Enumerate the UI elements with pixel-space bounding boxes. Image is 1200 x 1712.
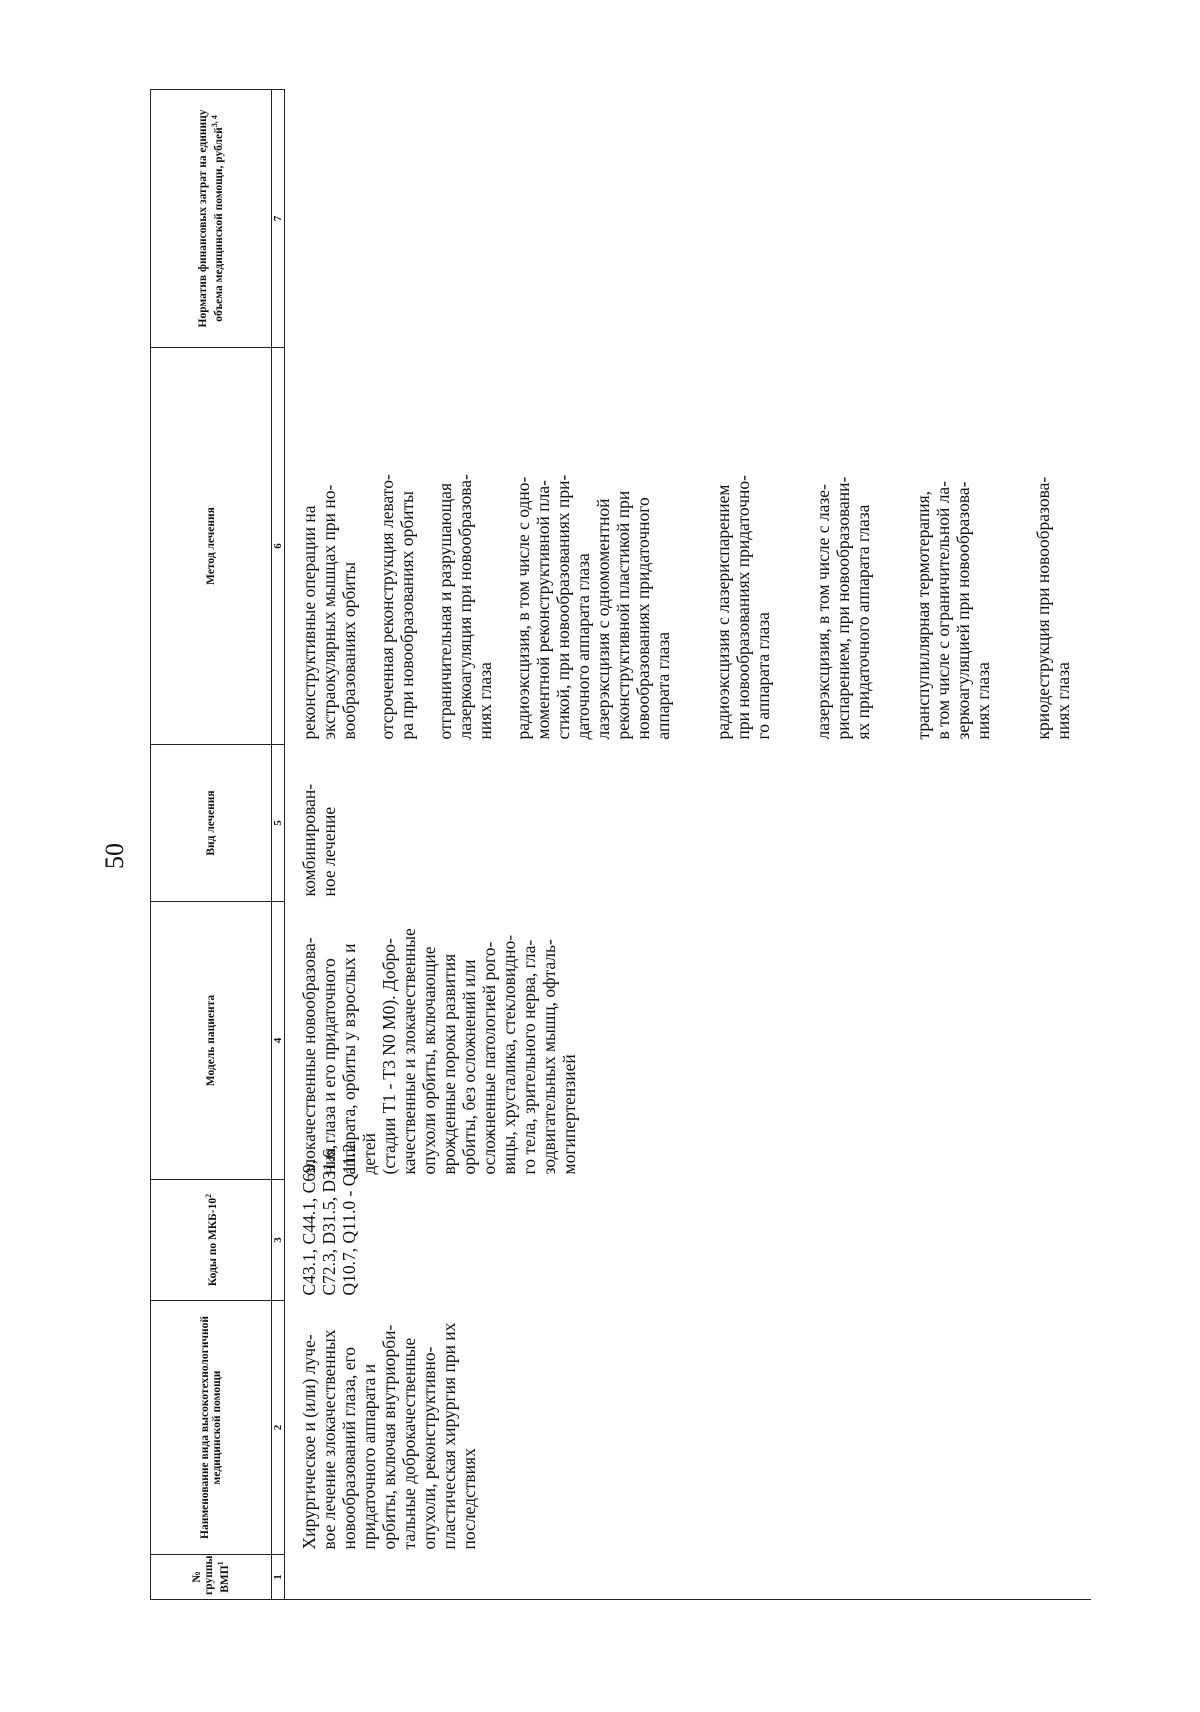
text-line: стикой, при новообразованиях при- bbox=[553, 474, 573, 740]
text-line: вое лечение злокачественных bbox=[319, 1329, 339, 1550]
header-group-number: № группы ВМП$^1$ bbox=[151, 1555, 272, 1600]
text-line: криодеструкция при новообразова- bbox=[1033, 476, 1053, 740]
text-line: C72.3, D31.5, D31.6, bbox=[319, 1144, 339, 1296]
text-line: злокачественные новообразова- bbox=[299, 937, 319, 1175]
text-line: тальные доброкачественные bbox=[399, 1337, 419, 1550]
text-line: аппарата, орбиты у взрослых и bbox=[339, 943, 359, 1175]
text-line: ниях глаза bbox=[1053, 662, 1073, 740]
treatment-method-cell bbox=[285, 348, 1092, 745]
header-care-type: Наименование вида высокотехнологичной медицинской помощи bbox=[151, 1301, 272, 1555]
vmp-table bbox=[150, 89, 1091, 1600]
header-patient-model: Модель пациента bbox=[151, 902, 272, 1180]
text-line: качественные и злокачественные bbox=[399, 928, 419, 1175]
column-number: 7 bbox=[272, 90, 285, 348]
text-line: ях придаточного аппарата глаза bbox=[853, 504, 873, 740]
header-treatment-type: Вид лечения bbox=[151, 745, 272, 902]
method-item bbox=[813, 353, 873, 740]
column-number: 3 bbox=[272, 1180, 285, 1301]
method-item bbox=[299, 353, 359, 740]
column-number: 2 bbox=[272, 1301, 285, 1555]
text-line: радиоэксцизия с лазериспарением bbox=[713, 484, 733, 740]
page-number: 50 bbox=[100, 843, 129, 869]
text-line: риспарением, при новообразовани- bbox=[833, 476, 853, 740]
text-line: ра при новообразованиях орбиты bbox=[397, 491, 417, 740]
text-line: ное лечение bbox=[319, 806, 339, 897]
header-icd-codes: Коды по МКБ-$10^2$ bbox=[151, 1180, 272, 1301]
text-line: лазерэксцизия с одномоментной bbox=[593, 498, 613, 740]
text-line: комбинирован- bbox=[299, 783, 319, 897]
text-line: в том числе с ограничительной ла- bbox=[933, 480, 953, 740]
text-line: лазерэксцизия, в том числе с лазе- bbox=[813, 484, 833, 740]
text-line: детей bbox=[359, 1133, 379, 1175]
text-line: даточного аппарата глаза bbox=[573, 553, 593, 740]
text-line: могипертензией bbox=[559, 1054, 579, 1175]
text-line: пластическая хирургия при их bbox=[439, 1322, 459, 1550]
text-line: отсроченная реконструкция левато- bbox=[377, 474, 397, 740]
text-line: орбиты, включая внутриорби- bbox=[379, 1324, 399, 1550]
text-line: отграничительная и разрушающая bbox=[435, 483, 455, 740]
text-line: экстраокулярных мышцах при но- bbox=[319, 484, 339, 740]
text-line: аппарата глаза bbox=[653, 631, 673, 740]
table-row bbox=[285, 90, 1092, 1600]
text-line: зеркоагуляцией при новообразова- bbox=[953, 481, 973, 740]
method-item bbox=[713, 353, 773, 740]
text-line: го тела, зрительного нерва, гла- bbox=[519, 939, 539, 1175]
text-line: реконструктивные операции на bbox=[299, 505, 319, 740]
text-line: вообразованиях орбиты bbox=[339, 561, 359, 740]
text-line: ния глаза и его придаточного bbox=[319, 958, 339, 1175]
header-cost-norm: Норматив финансовых затрат на единицу объема медицинской помощи, рублей$^{3, 4}$ bbox=[151, 90, 272, 348]
text-line: реконструктивной пластикой при bbox=[613, 490, 633, 740]
text-line: придаточного аппарата и bbox=[359, 1363, 379, 1550]
text-line: го аппарата глаза bbox=[753, 612, 773, 740]
text-line: C43.1, C44.1, C69, bbox=[299, 1159, 319, 1296]
method-item bbox=[913, 353, 993, 740]
method-item bbox=[1033, 353, 1073, 740]
text-line: вицы, хрусталика, стекловидно- bbox=[499, 934, 519, 1175]
text-line: при новообразованиях придаточно- bbox=[733, 475, 753, 740]
text-line: (стадии T1 - T3 N0 M0). Добро- bbox=[379, 938, 399, 1175]
text-line: Хирургическое и (или) луче- bbox=[299, 1334, 319, 1550]
table-header-row bbox=[151, 90, 272, 1600]
text-line: последствиях bbox=[459, 1448, 479, 1550]
text-line: опухоли, реконструктивно- bbox=[419, 1346, 439, 1550]
patient-model-cell bbox=[285, 902, 1092, 1180]
text-line: зодвигательных мышц, офталь- bbox=[539, 939, 559, 1175]
method-item bbox=[377, 353, 417, 740]
cost-norm-cell bbox=[285, 90, 1092, 348]
method-item bbox=[435, 353, 495, 740]
treatment-type-cell bbox=[285, 745, 1092, 902]
column-number: 6 bbox=[272, 348, 285, 745]
method-item bbox=[513, 353, 673, 740]
header-treatment-method: Метод лечения bbox=[151, 348, 272, 745]
column-number: 4 bbox=[272, 902, 285, 1180]
text-line: моментной реконструктивной пла- bbox=[533, 480, 553, 740]
text-line: осложненные патологией рого- bbox=[479, 941, 499, 1175]
column-number: 1 bbox=[272, 1555, 285, 1600]
text-line: новообразованиях придаточного bbox=[633, 497, 653, 740]
column-number: 5 bbox=[272, 745, 285, 902]
text-line: ниях глаза bbox=[475, 662, 495, 740]
text-line: ниях глаза bbox=[973, 662, 993, 740]
text-line: новообразований глаза, его bbox=[339, 1347, 359, 1550]
text-line: врожденные пороки развития bbox=[439, 953, 459, 1175]
text-line: радиоэксцизия, в том числе с одно- bbox=[513, 476, 533, 740]
text-line: Q10.7, Q11.0 - Q11.2 bbox=[339, 1143, 359, 1296]
text-line: опухоли орбиты, включающие bbox=[419, 946, 439, 1175]
care-type-cell bbox=[285, 1301, 1092, 1555]
text-line: лазеркоагуляция при новообразова- bbox=[455, 474, 475, 740]
group-number-cell bbox=[285, 1555, 1092, 1600]
text-line: транспупиллярная термотерапия, bbox=[913, 490, 933, 740]
text-line: орбиты, без осложнений или bbox=[459, 959, 479, 1175]
column-number-row bbox=[272, 90, 285, 1600]
